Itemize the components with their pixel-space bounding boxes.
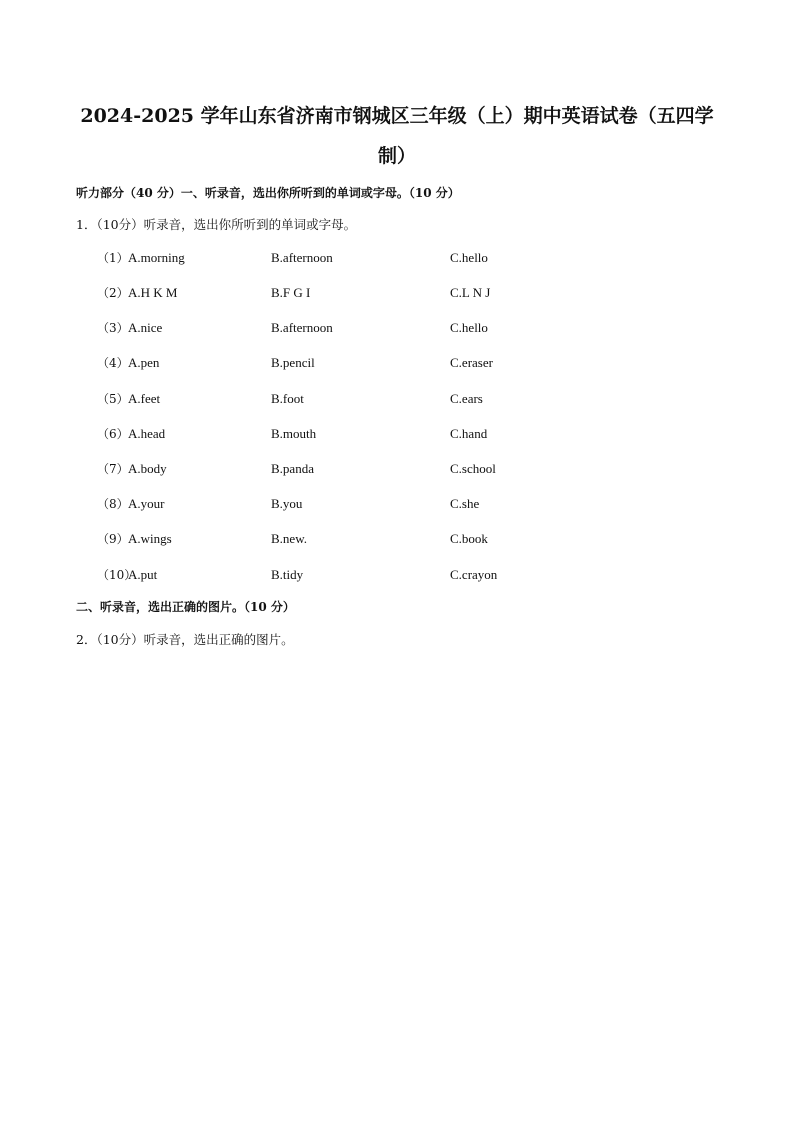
- item-number: （7）: [97, 462, 129, 476]
- option-a: A.head: [128, 426, 166, 441]
- option-a: A.put: [128, 567, 158, 582]
- option-c: C.eraser: [450, 355, 493, 370]
- option-a: A.morning: [128, 250, 185, 265]
- section-2-heading: 二、听录音，选出正确的图片。（10 分）: [76, 600, 295, 614]
- section-1-heading: 听力部分（40 分）一、听录音，选出你所听到的单词或字母。（10 分）: [76, 186, 460, 200]
- option-b: B.mouth: [271, 426, 317, 441]
- option-c: C.crayon: [450, 567, 498, 582]
- option-c: C.she: [450, 496, 480, 511]
- option-b: B.F G I: [271, 285, 311, 300]
- option-c: C.book: [450, 531, 488, 546]
- option-a: A.feet: [128, 391, 161, 406]
- option-row: [0, 250, 794, 266]
- option-a: A.pen: [128, 355, 160, 370]
- option-c: C.hello: [450, 320, 488, 335]
- option-c: C.L N J: [450, 285, 491, 300]
- question-1-prompt: 1．（10分）听录音，选出你所听到的单词或字母。: [76, 217, 357, 232]
- option-c: C.ears: [450, 391, 483, 406]
- option-row: [0, 355, 794, 371]
- option-b: B.afternoon: [271, 320, 333, 335]
- question-2-prompt: 2．（10分）听录音，选出正确的图片。: [76, 632, 294, 647]
- option-row: [0, 426, 794, 442]
- option-row: [0, 531, 794, 547]
- option-c: C.school: [450, 461, 496, 476]
- option-a: A.H K M: [128, 285, 178, 300]
- item-number: （1）: [97, 251, 129, 265]
- option-c: C.hand: [450, 426, 488, 441]
- item-number: （5）: [97, 392, 129, 406]
- item-number: （8）: [97, 497, 129, 511]
- option-row: [0, 320, 794, 336]
- item-number: （2）: [97, 286, 129, 300]
- option-b: B.foot: [271, 391, 304, 406]
- option-row: [0, 461, 794, 477]
- option-row: [0, 567, 794, 583]
- item-number: （10）: [97, 568, 137, 582]
- option-b: B.new.: [271, 531, 307, 546]
- option-row: [0, 496, 794, 512]
- option-b: B.afternoon: [271, 250, 333, 265]
- option-a: A.body: [128, 461, 167, 476]
- option-a: A.nice: [128, 320, 163, 335]
- exam-title-line-2: 制）: [377, 145, 416, 167]
- option-row: [0, 285, 794, 301]
- option-b: B.pencil: [271, 355, 315, 370]
- option-a: A.your: [128, 496, 165, 511]
- item-number: （9）: [97, 532, 129, 546]
- item-number: （6）: [97, 427, 129, 441]
- option-a: A.wings: [128, 531, 172, 546]
- item-number: （4）: [97, 356, 129, 370]
- exam-title-line-1: 2024-2025 学年山东省济南市钢城区三年级（上）期中英语试卷（五四学: [80, 105, 714, 127]
- option-b: B.you: [271, 496, 303, 511]
- option-b: B.tidy: [271, 567, 304, 582]
- option-c: C.hello: [450, 250, 488, 265]
- option-row: [0, 391, 794, 407]
- option-b: B.panda: [271, 461, 314, 476]
- item-number: （3）: [97, 321, 129, 335]
